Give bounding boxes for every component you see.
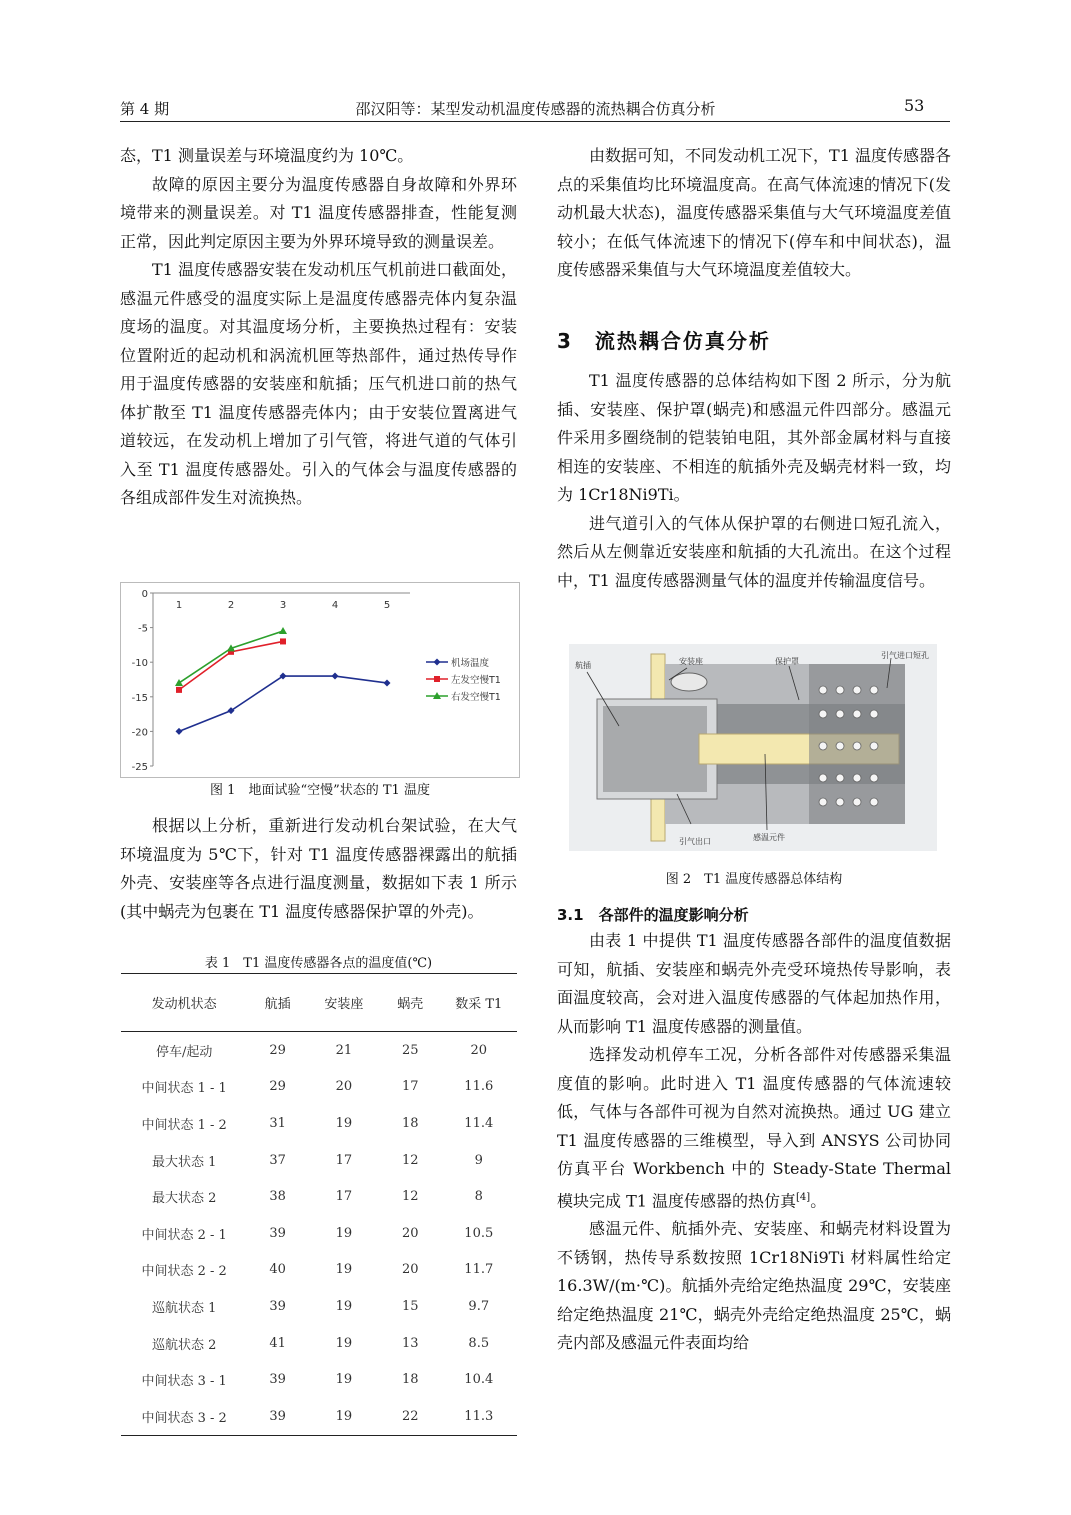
table-cell: 37 [269, 1152, 286, 1168]
table-cell: 巡航状态 1 [151, 1300, 217, 1316]
table-row [121, 1325, 517, 1362]
paragraph: T1 温度传感器的总体结构如下图 2 所示，分为航插、安装座、保护罩(蜗壳)和感温元件四部分。感温元件采用多圈绕制的铠装铂电阻，其外部金属材料与直接相连的安装座、不相连的航插外壳及蜗壳材料一致，均为 1Cr18Ni9Ti。 [557, 371, 951, 504]
table-header-cell: 安装座 [308, 974, 380, 1032]
data-point [280, 638, 286, 644]
table-cell: 22 [380, 1398, 441, 1435]
x-tick-label: 3 [279, 600, 287, 611]
table-header-cell: 蜗壳 [380, 974, 441, 1032]
table-cell: 17 [335, 1152, 353, 1168]
table-cell: 39 [269, 1298, 286, 1314]
label-protective-cover: 保护罩 [775, 657, 799, 666]
issue-number: 第 4 期 [120, 100, 170, 118]
outlet-hole [671, 673, 707, 691]
table-cell: 19 [335, 1262, 353, 1278]
table-cell: 18 [402, 1115, 419, 1131]
table-row [121, 1288, 517, 1325]
table-cell: 9.7 [468, 1298, 490, 1314]
table-cell: 19 [308, 1398, 380, 1435]
table-cell: 9 [474, 1152, 483, 1168]
y-tick-label: -15 [131, 692, 148, 704]
y-tick-label: 0 [141, 589, 148, 600]
x-tick-label: 4 [331, 600, 339, 611]
paragraph [557, 1041, 951, 1215]
table-cell: 12 [402, 1189, 419, 1205]
table-cell: 巡航状态 2 [151, 1337, 217, 1353]
paragraph: 感温元件、航插外壳、安装座、和蜗壳材料设置为不锈钢，热传导系数按照 1Cr18Ni9Ti 材料属性给定 16.3W/(m·℃)。航插外壳给定绝热温度 29℃，安装座给定绝热温度 21℃，蜗壳外壳给定绝热温度 25℃，蜗壳内部及感温元件表面均给 [557, 1219, 951, 1353]
x-tick-label: 5 [383, 600, 391, 611]
figure-2-sensor-structure [569, 644, 937, 851]
figure-1-caption: 图 1 地面试验“空慢”状态的 T1 温度 [210, 783, 430, 798]
paragraph: 由表 1 中提供 T1 温度传感器各部件的温度值数据可知，航插、安装座和蜗壳外壳受环境热传导影响，表面温度较高，会对进入温度传感器的气体起加热作用，从而影响 T1 温度传感器的测量值。 [557, 931, 951, 1036]
table-cell: 20 [402, 1262, 419, 1278]
table-1 [121, 973, 517, 1436]
running-title: 邵汉阳等：某型发动机温度传感器的流热耦合仿真分析 [355, 100, 716, 118]
table-cell: 19 [335, 1298, 353, 1314]
table-cell: 8 [474, 1189, 483, 1205]
table-cell: 10.5 [464, 1225, 494, 1241]
table-row [121, 1142, 517, 1179]
table-cell: 8.5 [468, 1335, 490, 1351]
table-cell: 中间状态 3 - 1 [141, 1374, 227, 1390]
table-row [121, 1105, 517, 1142]
table-cell: 18 [402, 1372, 419, 1388]
table-row [121, 1178, 517, 1215]
label-sensing-element: 感温元件 [753, 833, 785, 842]
table-cell: 中间状态 1 - 2 [141, 1117, 227, 1133]
y-tick-label: -20 [131, 727, 148, 739]
paragraph: 进气道引入的气体从保护罩的右侧进口短孔流入，然后从左侧靠近安装座和航插的大孔流出。在这个过程中，T1 温度传感器测量气体的温度并传输温度信号。 [557, 513, 951, 590]
table-cell: 19 [335, 1335, 353, 1351]
table-cell: 11.3 [441, 1398, 517, 1435]
legend-marker [434, 676, 440, 682]
table-cell: 19 [335, 1115, 353, 1131]
table-row [121, 1069, 517, 1106]
table-cell: 38 [269, 1189, 286, 1205]
label-outlet: 引气出口 [679, 837, 711, 846]
table-row [121, 1252, 517, 1289]
x-tick-label: 1 [175, 600, 183, 611]
x-tick-label: 2 [227, 600, 235, 611]
table-row [121, 1398, 517, 1435]
table-cell: 17 [402, 1079, 419, 1095]
table-cell: 19 [335, 1372, 353, 1388]
y-tick-label: -10 [131, 658, 148, 670]
table-header-cell: 航插 [247, 974, 308, 1032]
y-tick-label: -25 [131, 762, 148, 773]
table-cell: 17 [335, 1189, 353, 1205]
legend-label: 机场温度 [451, 658, 490, 669]
table-cell: 12 [402, 1152, 419, 1168]
paragraph-text: 。 [810, 1190, 827, 1210]
section-3-heading: 3 流热耦合仿真分析 [557, 329, 771, 353]
table-cell: 29 [269, 1042, 286, 1058]
figure-1-line-chart [120, 582, 520, 778]
table-cell: 20 [335, 1079, 353, 1095]
table-cell: 13 [402, 1335, 419, 1351]
right-column-bottom [557, 927, 951, 1358]
table-cell: 20 [470, 1042, 488, 1058]
table-header-cell: 发动机状态 [121, 974, 247, 1032]
table-cell: 39 [247, 1398, 308, 1435]
legend-label: 右发空慢T1 [451, 692, 501, 703]
paragraph: 故障的原因主要分为温度传感器自身故障和外界环境带来的测量误差。对 T1 温度传感器排查，性能复测正常，因此判定原因主要为外界环境导致的测量误差。 [120, 174, 517, 251]
table-cell: 11.7 [464, 1262, 494, 1278]
label-hangcha: 航插 [575, 661, 591, 670]
table-cell: 最大状态 2 [151, 1191, 217, 1207]
page-number: 53 [904, 96, 925, 115]
right-column-top [557, 142, 951, 285]
right-column-mid [557, 367, 951, 595]
table-row [121, 1361, 517, 1398]
paragraph: 由数据可知，不同发动机工况下，T1 温度传感器各点的采集值均比环境温度高。在高气体流速的情况下(发动机最大状态)，温度传感器采集值与大气环境温度差值较小；在低气体流速下的情况下(停车和中间状态)，温度传感器采集值与大气环境温度差值较大。 [557, 146, 951, 279]
table-cell: 40 [269, 1262, 286, 1278]
header-rule [120, 121, 950, 122]
table-cell: 最大状态 1 [151, 1154, 217, 1170]
table-cell: 39 [269, 1225, 286, 1241]
figure-2-caption: 图 2 T1 温度传感器总体结构 [665, 872, 843, 887]
paragraph: 根据以上分析，重新进行发动机台架试验，在大气环境温度为 5℃下，针对 T1 温度传感器裸露出的航插外壳、安装座等各点进行温度测量，数据如下表 1 所示(其中蜗壳为包裹在 T1 温度传感器保护罩的外壳)。 [120, 816, 517, 921]
legend-label: 左发空慢T1 [451, 675, 501, 686]
table-cell: 10.4 [464, 1372, 494, 1388]
y-tick-label: -5 [138, 623, 148, 635]
label-mounting-seat: 安装座 [679, 657, 703, 666]
table-cell: 20 [402, 1225, 419, 1241]
data-point [176, 687, 182, 693]
table-cell: 39 [269, 1372, 286, 1388]
table-cell: 中间状态 3 - 2 [121, 1398, 247, 1435]
paragraph: T1 温度传感器安装在发动机压气机前进口截面处，感温元件感受的温度实际上是温度传感器壳体内复杂温度场的温度。对其温度场分析，主要换热过程有：安装位置附近的起动机和涡流机匣等热部件，通过热传导作用于温度传感器的安装座和航插；压气机进口前的热气体扩散至 T1 温度传感器壳体内；由于安装位置离进气道较远，在发动机上增加了引气管，将进气道的气体引入至 T1 温度传感器处。引入的气体会与温度传感器的各组成部件发生对流换热。 [120, 260, 517, 507]
table-header-cell: 数采 T1 [441, 974, 517, 1032]
table-cell: 25 [402, 1042, 419, 1058]
table-cell: 31 [269, 1115, 286, 1131]
section-3-1-heading: 3.1 各部件的温度影响分析 [557, 906, 749, 924]
table-cell: 21 [335, 1042, 353, 1058]
label-inlet: 引气进口短孔 [881, 651, 929, 660]
paragraph: 态，T1 测量误差与环境温度约为 10℃。 [120, 146, 414, 165]
table-cell: 停车/起动 [155, 1044, 213, 1060]
table-cell: 11.6 [464, 1079, 494, 1095]
table-cell: 29 [269, 1079, 286, 1095]
table-row [121, 1032, 517, 1069]
table-cell: 中间状态 1 - 1 [141, 1081, 227, 1097]
table-1-caption: 表 1 T1 温度传感器各点的温度值(℃) [204, 956, 433, 971]
table-row [121, 1215, 517, 1252]
table-header-row [121, 974, 517, 1032]
paragraph-text: 选择发动机停车工况，分析各部件对传感器采集温度值的影响。此时进入 T1 温度传感器的气体流速较低，气体与各部件可视为自然对流换热。通过 UG 建立 T1 温度传感器的三维模型，导入到 ANSYS 公司协同仿真平台 Workbench 中的 Steady-State Thermal 模块完成 T1 温度传感器的热仿真 [557, 1045, 951, 1210]
table-cell: 中间状态 2 - 1 [141, 1227, 227, 1243]
table-cell: 11.4 [464, 1115, 494, 1131]
citation-ref: [4] [796, 1191, 811, 1203]
table-cell: 中间状态 2 - 2 [141, 1264, 227, 1280]
left-column-mid [120, 812, 517, 926]
table-cell: 41 [269, 1335, 286, 1351]
table-cell: 19 [335, 1225, 353, 1241]
left-column-top [120, 142, 517, 513]
table-cell: 15 [402, 1298, 419, 1314]
